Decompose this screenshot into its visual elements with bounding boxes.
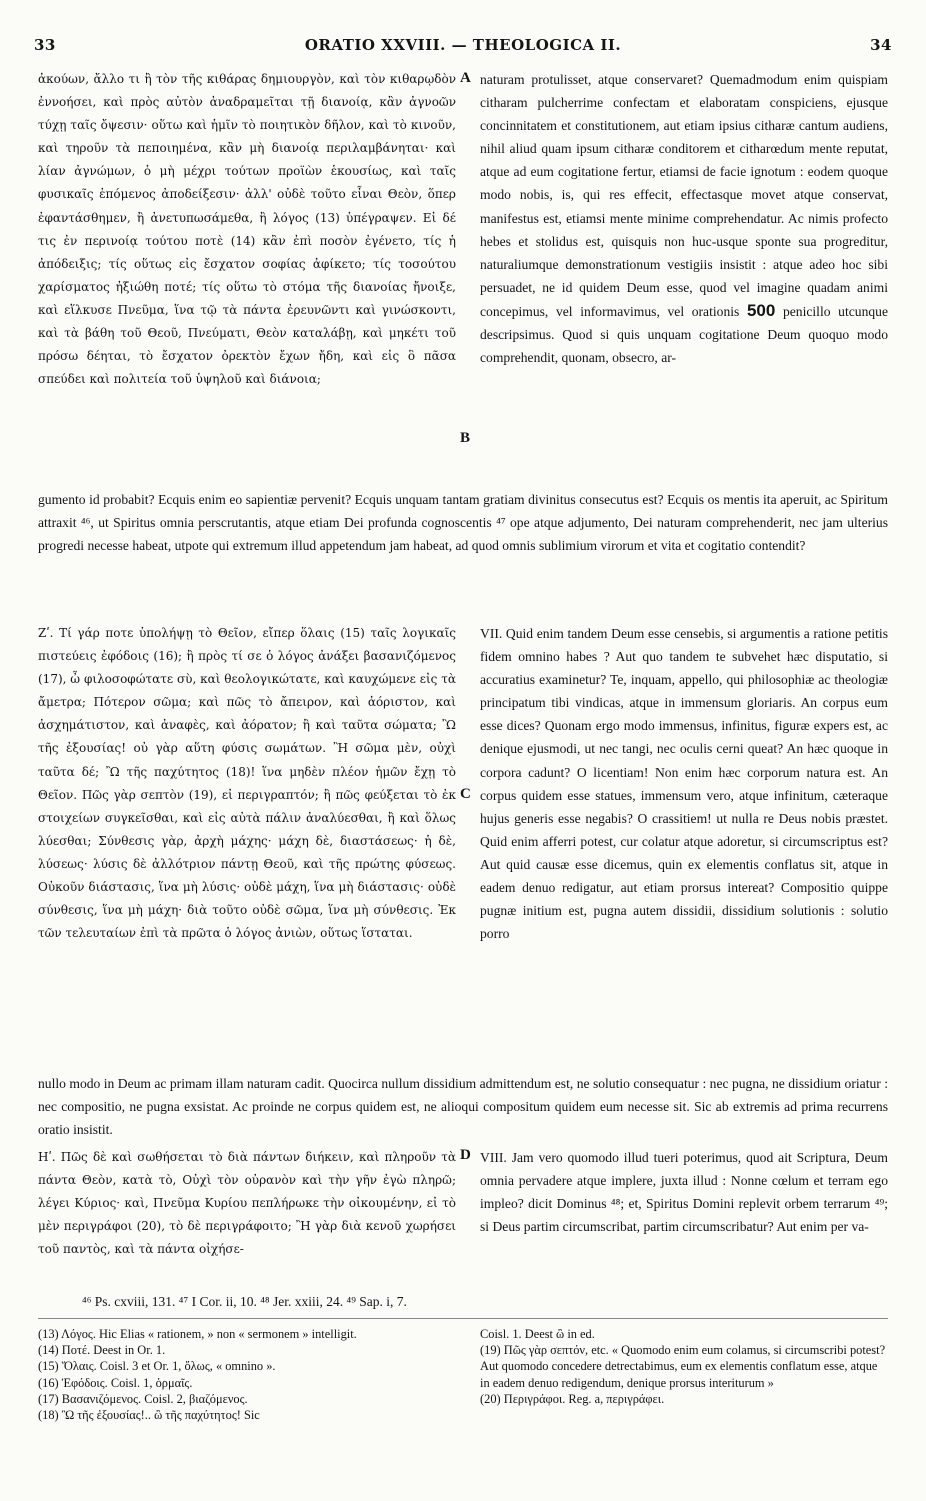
footnote: (19) Πῶς γὰρ σεπτόν, etc. « Quomodo enim eum colamus, si circumscribi potest? Aut quomodo concedere detrectabimus, eum ex elementis conflatum esse, atque in eadem denuo redigendum, denique prorsus interiturum » (480, 1343, 886, 1390)
page-number-left: 33 (34, 36, 56, 54)
running-header (34, 36, 892, 60)
running-title: ORATIO XXVIII. — THEOLOGICA II. (304, 36, 622, 54)
footnote: Coisl. 1. Deest ὢ in ed. (480, 1327, 595, 1341)
footnote: (14) Ποτέ. Deest in Or. 1. (38, 1343, 166, 1358)
scripture-references: ⁴⁶ Ps. cxviii, 131. ⁴⁷ I Cor. ii, 10. ⁴⁸ Jer. xxiii, 24. ⁴⁹ Sap. i, 7. (82, 1294, 407, 1309)
footnote: (20) Περιγράφοι. Reg. a, περιγράφει. (480, 1391, 665, 1406)
page (34, 26, 892, 1486)
latin-column-section-7: VII. Quid enim tandem Deum esse censebis, si argumentis a ratione petitis fidem omnino habes ? Aut quo tandem te subvehet hæc disputatio, si accuratius examinetur? Te, inquam, appello, qui philosophiæ ac theologiæ principatum tibi vindicas, atque in immensum gloriaris. An corpus eum esse dices? Quonam ergo modo immensus, infinitus, figuræ expers est, ac denique ejusmodi, ut nec tangi, nec oculis cerni queat? An hæc quoque in corpora cadunt? O licentiam! Non enim hæc corporum natura est. An corpus quidem esse statues, immensum vero, atque infinitum, cæteraque hujus generis esse negabis? O crassitiem! ut nulla re Deus nobis præstet. Quid enim afferri potest, cur colatur atque adoretur, si circumscriptus est? Aut quid causæ esse dicemus, quin ex elementis conflatus sit, atque in eadem denuo redigatur, aut etiam prorsus intereat? Compositio quippe pugnæ initium est, pugna autem dissidii, dissidium solutionis : solutio porro (480, 626, 888, 942)
margin-marker-c: C (460, 786, 471, 802)
greek-column-section-7: Ζʹ. Τί γάρ ποτε ὑπολήψῃ τὸ Θεῖον, εἴπερ ὅλαις (15) ταῖς λογικαῖς πιστεύεις ἐφόδοις (16); ἢ πρὸς τί σε ὁ λόγος ἀνάξει βασανιζόμενος (17), ὦ φιλοσοφώτατε σὺ, καὶ θεολογικώτατε, καὶ καυχώμενε εἰς τὰ ἄμετρα; Πότερον σῶμα; καὶ πῶς τὸ ἄπειρον, καὶ ἀόριστον, καὶ ἀσχημάτιστον, καὶ ἀναφὲς, καὶ ἀόρατον; ἢ καὶ ταῦτα σώματα; Ὢ τῆς ἐξουσίας! οὐ γὰρ αὕτη φύσις σωμάτων. Ἢ σῶμα μὲν, οὐχὶ ταῦτα δέ; Ὢ τῆς παχύτητος (18)! ἵνα μηδὲν πλέον ἡμῶν ἔχῃ τὸ Θεῖον. Πῶς γὰρ σεπτὸν (19), εἰ περιγραπτόν; ἢ πῶς φεύξεται τὸ ἐκ στοιχείων συγκεῖσθαι, καὶ εἰς αὐτὰ πάλιν ἀναλύεσθαι, ἢ καὶ ὅλως λύεσθαι; Σύνθεσις γὰρ, ἀρχὴ μάχης· μάχη δὲ, διαστάσεως· ἡ δὲ, λύσεως· λύσις δὲ ἀλλότριον πάντῃ Θεοῦ, καὶ τῆς πρώτης φύσεως. Οὐκοῦν διάστασις, ἵνα μὴ λύσις· οὐδὲ μάχη, ἵνα μὴ διάστασις· οὐδὲ σύνθεσις, ἵνα μὴ μάχη· διὰ τοῦτο οὐδὲ σῶμα, ἵνα μὴ σύνθεσις. Ἐκ τῶν τελευταίων ἐπὶ τὰ πρῶτα ὁ λόγος ἀνιὼν, οὕτως ἵσταται. (38, 626, 456, 941)
latin-fullwidth-2: nullo modo in Deum ac primam illam naturam cadit. Quocirca nullum dissidium admittendum est, ne solutio consequatur : nec pugna, ne dissidium oriatur : nec compositio, ne pugna exsistat. Ac proinde ne corpus quidem est, ne alioqui compositum quidem eum necesse sit. Sic ab extremis ad prima recurrens oratio insistit. (38, 1076, 888, 1138)
page-number-right: 34 (870, 36, 892, 54)
latin-text-b: penicillo utcunque descripsimus. Quod si quis unquam cogitatione Deum quoquo modo comprehendit, quonam, obsecro, ar- (480, 303, 888, 366)
latin-text-a: naturam protulisset, atque conservaret? Quemadmodum enim quispiam citharam pulcherrime confectam et elaboratam conspiciens, ejusque concinnitatem et constitutionem, aut etiam ipsius citharæ cantum audiens, nihil aliud quam ipsum citharæ conditorem et citharœdum mente reputat, atque ad eum cogitatione fertur, etiamsi de facie ignotum : eodem quoque modo nobis, is, qui res effecit, effectasque movet atque conservat, manifestus est, etiamsi mente minime comprehendatur. Ac nimis profecto hebes et stolidus est, quisquis non huc-usque sponte sua progreditur, naturaliumque demonstrationum vestigiis insistit : atque adeo hoc sibi persuadet, ne id quidem Deum esse, quod vel imagine quadam animi concepimus, vel informavimus, vel orationis (480, 72, 888, 319)
margin-marker-a: A (460, 70, 471, 86)
footnotes-left (38, 1326, 458, 1423)
column-number: 500 (746, 300, 776, 320)
footnote: (15) Ὅλαις. Coisl. 3 et Or. 1, ὅλως, « omnino ». (38, 1359, 276, 1374)
greek-column-section-8: Ηʹ. Πῶς δὲ καὶ σωθήσεται τὸ διὰ πάντων διήκειν, καὶ πληροῦν τὰ πάντα Θεὸν, κατὰ τὸ, Οὐχὶ τὸν οὐρανὸν καὶ τὴν γῆν ἐγὼ πληρῶ; λέγει Κύριος· καὶ, Πνεῦμα Κυρίου πεπλήρωκε τὴν οἰκουμένην, εἰ τὸ μὲν περιγράφοι (20), τὸ δὲ περιγράφοιτο; Ἢ γὰρ διὰ κενοῦ χωρήσει τοῦ παντὸς, καὶ τὰ πάντα οἰχήσε- (38, 1150, 456, 1257)
footnote: (13) Λόγος. Hic Elias « rationem, » non « sermonem » intelligit. (38, 1327, 357, 1341)
footnote-rule (38, 1318, 888, 1319)
margin-marker-d: D (460, 1147, 471, 1163)
latin-fullwidth-1: gumento id probabit? Ecquis enim eo sapientiæ pervenit? Ecquis unquam tantam gratiam divinitus consecutus est? Ecquis os mentis ita aperuit, ac Spiritum attraxit ⁴⁶, ut Spiritus omnia perscrutantis, atque etiam Dei profunda cognoscentis ⁴⁷ ope atque adjumento, Dei naturam comprehenderit, nec jam ulterius progredi necesse habeat, utpote qui extremum illud appetendum jam habeat, ad quod omnis sublimium virorum et vita et cogitatio contendit? (38, 492, 888, 554)
footnote: (17) Βασανιζόμενος. Coisl. 2, βιαζόμενος. (38, 1391, 248, 1406)
greek-column-block1: ἀκούων, ἄλλο τι ἢ τὸν τῆς κιθάρας δημιουργὸν, καὶ τὸν κιθαρῳδὸν ἐννοήσει, καὶ πρὸς αὐτὸν ἀναδραμεῖται τῇ διανοίᾳ, κἂν ἀγνοῶν τύχῃ ταῖς ὄψεσιν· οὕτω καὶ ἡμῖν τὸ ποιητικὸν δῆλον, καὶ τὸ κινοῦν, καὶ τηροῦν τὰ πεποιημένα, κἂν μὴ διανοίᾳ περιλαμβάνηται· καὶ λίαν ἀγνώμων, ὁ μὴ μέχρι τούτων προϊὼν ἑκουσίως, καὶ ταῖς φυσικαῖς ἑπόμενος ἀποδείξεσιν· ἀλλ' οὐδὲ τοῦτο εἶναι Θεὸν, ὅπερ ἐφαντάσθημεν, ἢ ἀνετυπωσάμεθα, ἢ λόγος (13) ὑπέγραψεν. Εἰ δέ τις ἐν περινοίᾳ τούτου ποτὲ (14) κἂν ἐπὶ ποσὸν ἐγένετο, τίς ἡ ἀπόδειξις; τίς οὕτως εἰς ἔσχατον σοφίας ἀφίκετο; τίς τοσούτου χαρίσματος ἠξιώθη ποτέ; τίς οὕτω τὸ στόμα τῆς διανοίας ἤνοιξε, καὶ εἵλκυσε Πνεῦμα, ἵνα τῷ τὰ πάντα ἐρευνῶντι καὶ γινώσκοντι, καὶ τὰ βάθη τοῦ Θεοῦ, Πνεύματι, Θεὸν καταλάβῃ, καὶ μηκέτι τοῦ πρόσω δέηται, τὸ ἔσχατον ὀρεκτὸν ἔχων ἤδη, καὶ εἰς ὃ πᾶσα σπεύδει καὶ πολιτεία τοῦ ὑψηλοῦ καὶ διάνοια; (38, 72, 456, 387)
footnote: (18) Ὢ τῆς ἐξουσίας!.. ὢ τῆς παχύτητος! Sic (38, 1408, 260, 1423)
latin-column-block1 (480, 68, 888, 369)
footnote: (16) Ἐφόδοις. Coisl. 1, ὁρμαῖς. (38, 1375, 193, 1390)
margin-marker-b: B (460, 430, 471, 446)
latin-column-section-8: VIII. Jam vero quomodo illud tueri poterimus, quod ait Scriptura, Deum omnia pervadere atque implere, juxta illud : Nonne cœlum et terram ego impleo? dicit Dominus ⁴⁸; et, Spiritus Domini replevit orbem terrarum ⁴⁹; si Deus partim circumscribat, partim circumscribatur? Aut enim per va- (480, 1150, 888, 1235)
footnotes-right (480, 1326, 888, 1407)
